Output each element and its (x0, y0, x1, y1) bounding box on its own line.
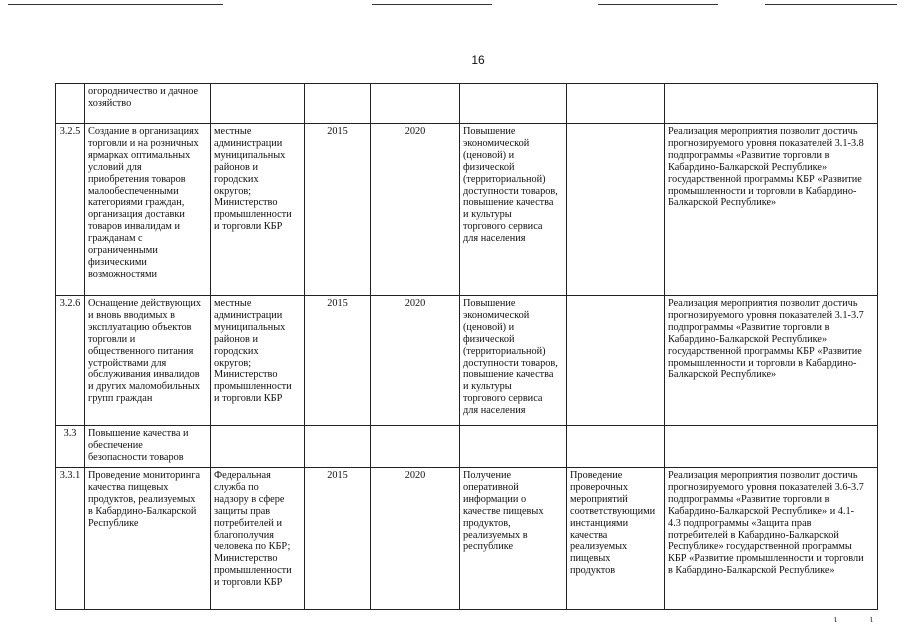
row-number-cell (56, 84, 85, 124)
responsible-executor-line: Федеральная (214, 470, 271, 481)
measure-name-line: категориями граждан, (88, 197, 185, 209)
row-number-cell: 3.3 (56, 426, 85, 468)
start-year-cell (305, 84, 371, 124)
end-year-cell: 2020 (371, 468, 460, 610)
link-to-indicators-line: Реализация мероприятия позволит достичь (668, 298, 858, 309)
responsible-executor-line: человека по КБР; (214, 541, 291, 553)
responsible-executor-line: служба по (214, 481, 259, 493)
expected-result-line: Повышение (463, 298, 516, 309)
expected-result-line: экономической (463, 137, 530, 149)
expected-result-line: повышение качества (463, 369, 554, 381)
measure-name-line: обслуживания инвалидов (88, 369, 200, 381)
link-to-indicators-line: государственной программы КБР «Развитие (668, 345, 862, 357)
responsible-executor-cell (211, 426, 305, 468)
measures-table (55, 83, 878, 610)
measure-name-line: хозяйство (88, 97, 132, 109)
header-rule-far (765, 4, 897, 5)
header-rule-mid (372, 4, 492, 5)
non-implementation-consequences-line: соответствующими (570, 505, 656, 517)
link-to-indicators-line: Кабардино-Балкарской Республике» и 4.1- (668, 505, 855, 517)
expected-result-cell (460, 84, 567, 124)
responsible-executor-cell (211, 84, 305, 124)
measure-name-line: Оснащение действующих (88, 298, 202, 309)
link-to-indicators-line: Балкарской Республике» (668, 369, 777, 381)
measure-name-cell (85, 426, 211, 468)
measure-name-line: устройствами для (88, 357, 167, 369)
link-to-indicators-line: КБР «Развитие промышленности и торговли (668, 553, 864, 565)
link-to-indicators-line: Кабардино-Балкарской Республике» (668, 333, 828, 345)
non-implementation-consequences-line: проверочных (570, 481, 628, 493)
expected-result-line: торгового сервиса (463, 221, 543, 233)
row-number-cell: 3.2.6 (56, 296, 85, 426)
responsible-executor-line: потребителей и (214, 517, 282, 529)
end-year-cell (371, 84, 460, 124)
responsible-executor-line: промышленности (214, 381, 292, 393)
measure-name-line: качества пищевых (88, 481, 169, 493)
responsible-executor-line: округов; (214, 185, 252, 197)
expected-result-line: физической (463, 333, 515, 345)
expected-result-line: доступности товаров, (463, 185, 558, 197)
expected-result-line: (территориальной) (463, 173, 546, 185)
expected-result-line: (ценовой) и (463, 149, 515, 161)
expected-result-line: информации о (463, 493, 527, 505)
measure-name-line: групп граждан (88, 393, 153, 405)
page-number: 16 (471, 53, 485, 67)
expected-result-line: доступности товаров, (463, 357, 558, 369)
measure-name-cell (85, 84, 211, 124)
measure-name-line: общественного питания (88, 345, 194, 357)
start-year-cell (305, 426, 371, 468)
responsible-executor-cell (211, 124, 305, 296)
link-to-indicators-cell (665, 296, 878, 426)
table-row (56, 84, 878, 124)
start-year-cell: 2015 (305, 296, 371, 426)
row-number-cell: 3.3.1 (56, 468, 85, 610)
responsible-executor-line: муниципальных (214, 321, 286, 333)
measure-name-line: Создание в организациях (88, 126, 199, 137)
measure-name-line: безопасности товаров (88, 451, 184, 463)
measure-name-line: обеспечение (88, 439, 143, 451)
responsible-executor-cell (211, 468, 305, 610)
non-implementation-consequences-line: реализуемых (570, 541, 628, 553)
header-rule-left (8, 4, 223, 5)
responsible-executor-line: местные (214, 126, 252, 137)
header-rule-right (598, 4, 718, 5)
link-to-indicators-line: прогнозируемого уровня показателей 3.1-3.7 (668, 309, 864, 321)
expected-result-cell (460, 124, 567, 296)
measure-name-line: товаров инвалидам и (88, 221, 181, 233)
measure-name-cell (85, 468, 211, 610)
scan-mark-2: ι (870, 614, 873, 625)
expected-result-line: для населения (463, 233, 526, 245)
non-implementation-consequences-cell (567, 296, 665, 426)
measure-name-line: ограниченными (88, 245, 158, 257)
responsible-executor-line: и торговли КБР (214, 221, 283, 233)
link-to-indicators-line: Реализация мероприятия позволит достичь (668, 470, 858, 481)
link-to-indicators-line: потребителей в Кабардино-Балкарской (668, 529, 839, 541)
measure-name-line: физическими (88, 256, 147, 268)
responsible-executor-line: администрации (214, 309, 283, 321)
responsible-executor-line: округов; (214, 357, 252, 369)
responsible-executor-cell (211, 296, 305, 426)
link-to-indicators-line: подпрограммы «Развитие торговли в (668, 493, 830, 505)
table-row (56, 296, 878, 426)
measure-name-line: организация доставки (88, 209, 185, 221)
measure-name-line: условий для (88, 161, 142, 173)
measure-name-line: продуктов, реализуемых (88, 493, 196, 505)
expected-result-line: продуктов, (463, 517, 511, 529)
expected-result-line: (территориальной) (463, 345, 546, 357)
responsible-executor-line: защиты прав (214, 505, 271, 517)
link-to-indicators-cell (665, 468, 878, 610)
link-to-indicators-line: Республике» государственной программы (668, 541, 852, 553)
measure-name-line: Республике (88, 517, 139, 529)
expected-result-line: повышение качества (463, 197, 554, 209)
link-to-indicators-line: государственной программы КБР «Развитие (668, 173, 862, 185)
responsible-executor-line: местные (214, 298, 252, 309)
link-to-indicators-line: 4.3 подпрограммы «Защита прав (668, 517, 812, 529)
non-implementation-consequences-line: инстанциями (570, 517, 629, 529)
measure-name-line: ярмарках оптимальных (88, 149, 191, 161)
expected-result-line: экономической (463, 309, 530, 321)
scan-mark-1: ι (834, 614, 837, 625)
non-implementation-consequences-line: продуктов (570, 565, 616, 577)
responsible-executor-line: городских (214, 173, 259, 185)
link-to-indicators-line: прогнозируемого уровня показателей 3.6-3.7 (668, 481, 864, 493)
expected-result-line: и культуры (463, 381, 512, 393)
link-to-indicators-line: прогнозируемого уровня показателей 3.1-3.8 (668, 137, 864, 149)
non-implementation-consequences-cell (567, 426, 665, 468)
measure-name-line: огородничество и дачное (88, 86, 199, 97)
measure-name-line: приобретения товаров (88, 173, 186, 185)
expected-result-cell (460, 426, 567, 468)
expected-result-line: республике (463, 541, 514, 553)
link-to-indicators-line: подпрограммы «Развитие торговли в (668, 321, 830, 333)
responsible-executor-line: Министерство (214, 553, 278, 565)
expected-result-line: Повышение (463, 126, 516, 137)
end-year-cell: 2020 (371, 296, 460, 426)
responsible-executor-line: муниципальных (214, 149, 286, 161)
row-number-cell: 3.2.5 (56, 124, 85, 296)
measure-name-line: Проведение мониторинга (88, 470, 201, 481)
responsible-executor-line: надзору в сфере (214, 493, 285, 505)
responsible-executor-line: Министерство (214, 369, 278, 381)
non-implementation-consequences-line: качества (570, 529, 608, 541)
responsible-executor-line: районов и (214, 333, 258, 345)
link-to-indicators-cell (665, 124, 878, 296)
measure-name-line: эксплуатацию объектов (88, 321, 192, 333)
expected-result-line: физической (463, 161, 515, 173)
link-to-indicators-line: Реализация мероприятия позволит достичь (668, 126, 858, 137)
end-year-cell: 2020 (371, 124, 460, 296)
expected-result-line: Получение (463, 470, 512, 481)
measure-name-cell (85, 296, 211, 426)
responsible-executor-line: промышленности (214, 209, 292, 221)
measure-name-line: возможностями (88, 268, 157, 280)
responsible-executor-line: районов и (214, 161, 258, 173)
table-row (56, 426, 878, 468)
start-year-cell: 2015 (305, 468, 371, 610)
measure-name-line: и вновь вводимых в (88, 309, 176, 321)
measure-name-cell (85, 124, 211, 296)
measure-name-line: гражданам с (88, 233, 143, 245)
responsible-executor-line: промышленности (214, 565, 292, 577)
responsible-executor-line: и торговли КБР (214, 393, 283, 405)
measure-name-line: торговли и (88, 333, 136, 345)
responsible-executor-line: благополучия (214, 529, 275, 541)
measure-name-line: малообеспеченными (88, 185, 179, 197)
expected-result-cell (460, 296, 567, 426)
non-implementation-consequences-cell (567, 124, 665, 296)
non-implementation-consequences-line: мероприятий (570, 493, 628, 505)
link-to-indicators-line: Балкарской Республике» (668, 197, 777, 209)
expected-result-line: оперативной (463, 481, 519, 493)
expected-result-cell (460, 468, 567, 610)
expected-result-line: и культуры (463, 209, 512, 221)
link-to-indicators-line: Кабардино-Балкарской Республике» (668, 161, 828, 173)
expected-result-line: качестве пищевых (463, 505, 544, 517)
measure-name-line: Повышение качества и (88, 428, 189, 439)
end-year-cell (371, 426, 460, 468)
measure-name-line: торговли и на розничных (88, 137, 199, 149)
link-to-indicators-line: промышленности и торговли в Кабардино- (668, 357, 857, 369)
non-implementation-consequences-cell (567, 468, 665, 610)
link-to-indicators-line: подпрограммы «Развитие торговли в (668, 149, 830, 161)
link-to-indicators-line: в Кабардино-Балкарской Республике» (668, 565, 835, 577)
non-implementation-consequences-line: пищевых (570, 553, 611, 565)
measure-name-line: и других маломобильных (88, 381, 200, 393)
responsible-executor-line: городских (214, 345, 259, 357)
link-to-indicators-line: промышленности и торговли в Кабардино- (668, 185, 857, 197)
expected-result-line: торгового сервиса (463, 393, 543, 405)
non-implementation-consequences-line: Проведение (570, 470, 623, 481)
responsible-executor-line: Министерство (214, 197, 278, 209)
responsible-executor-line: администрации (214, 137, 283, 149)
link-to-indicators-cell (665, 84, 878, 124)
responsible-executor-line: и торговли КБР (214, 577, 283, 589)
table-row (56, 124, 878, 296)
expected-result-line: реализуемых в (463, 529, 528, 541)
measure-name-line: в Кабардино-Балкарской (88, 505, 197, 517)
start-year-cell: 2015 (305, 124, 371, 296)
table-row (56, 468, 878, 610)
link-to-indicators-cell (665, 426, 878, 468)
expected-result-line: (ценовой) и (463, 321, 515, 333)
expected-result-line: для населения (463, 405, 526, 417)
non-implementation-consequences-cell (567, 84, 665, 124)
